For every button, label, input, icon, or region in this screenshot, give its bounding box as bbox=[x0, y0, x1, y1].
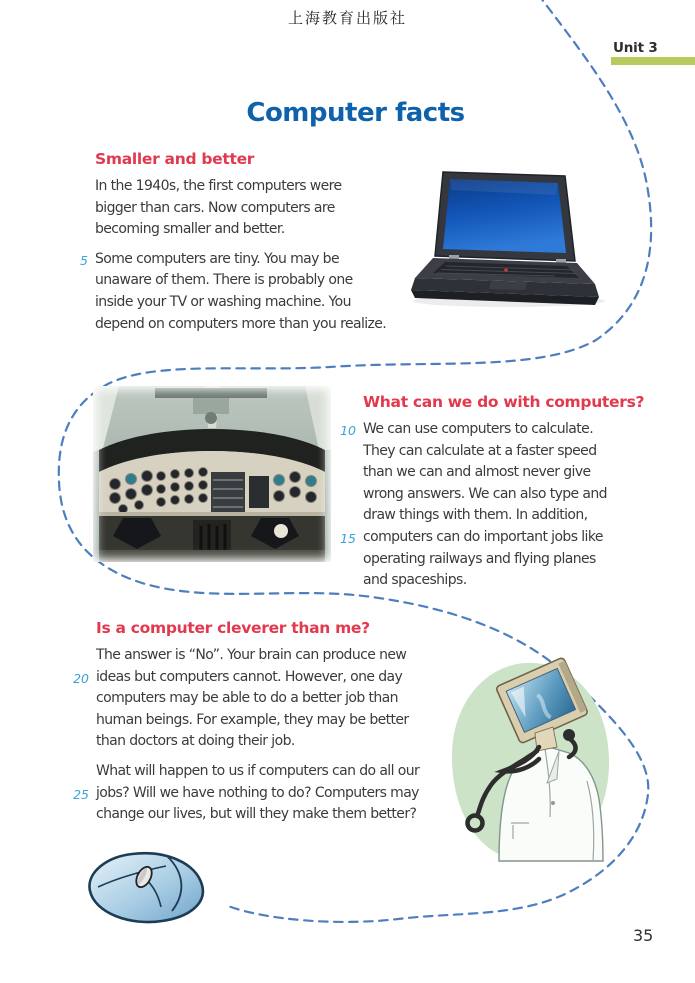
text-line-content: jobs? Will we have nothing to do? Computers may bbox=[96, 784, 419, 801]
section-heading: Is a computer cleverer than me? bbox=[96, 619, 370, 637]
text-line-content: operating railways and flying planes bbox=[363, 550, 596, 567]
line-number: 20 bbox=[73, 670, 89, 686]
section-heading: Smaller and better bbox=[95, 150, 255, 168]
text-line bbox=[95, 219, 395, 241]
text-line-content: than doctors at doing their job. bbox=[96, 733, 295, 750]
text-line-content: What will happen to us if computers can do all our bbox=[96, 762, 420, 779]
text-line bbox=[96, 804, 481, 826]
line-number: 25 bbox=[73, 786, 89, 802]
page-title: Computer facts bbox=[246, 98, 465, 128]
section-heading: What can we do with computers? bbox=[363, 393, 645, 411]
text-line bbox=[73, 783, 481, 805]
text-line bbox=[363, 484, 688, 506]
text-line bbox=[340, 527, 688, 549]
line-number: 5 bbox=[80, 252, 88, 268]
section-smaller-and-better bbox=[80, 150, 395, 335]
text-line-content: computers may be able to do a better job than bbox=[96, 690, 398, 707]
page-number: 35 bbox=[633, 926, 654, 945]
unit-label: Unit 3 bbox=[613, 40, 658, 56]
text-line bbox=[95, 270, 395, 292]
text-line bbox=[363, 462, 688, 484]
text-line-content: and spaceships. bbox=[363, 572, 467, 589]
text-line-content: becoming smaller and better. bbox=[95, 221, 285, 238]
text-line bbox=[363, 570, 688, 592]
text-line bbox=[95, 198, 395, 220]
text-line bbox=[95, 176, 395, 198]
publisher-header: 上海教育出版社 bbox=[287, 9, 407, 27]
computer-headed-doctor-illustration bbox=[447, 653, 622, 868]
text-line-content: computers can do important jobs like bbox=[363, 528, 603, 545]
text-line bbox=[96, 645, 481, 667]
unit-underline-bar bbox=[611, 57, 695, 65]
text-line bbox=[363, 549, 688, 571]
text-line-content: depend on computers more than you realize. bbox=[95, 315, 387, 332]
text-line bbox=[96, 710, 481, 732]
section-what-can-we-do bbox=[340, 393, 688, 592]
section-is-computer-cleverer bbox=[73, 619, 481, 826]
text-line-content: We can use computers to calculate. bbox=[363, 421, 594, 437]
text-line-content: bigger than cars. Now computers are bbox=[95, 199, 335, 216]
text-line bbox=[95, 292, 395, 314]
text-line bbox=[96, 731, 481, 753]
text-line bbox=[363, 505, 688, 527]
text-line bbox=[80, 249, 395, 271]
text-line bbox=[73, 667, 481, 689]
text-line-content: In the 1940s, the first computers were bbox=[95, 178, 342, 194]
text-line-content: The answer is “No”. Your brain can produce new bbox=[96, 647, 407, 663]
text-line-content: change our lives, but will they make them better? bbox=[96, 806, 417, 823]
text-line-content: inside your TV or washing machine. You bbox=[95, 293, 351, 310]
text-line-content: wrong answers. We can also type and bbox=[363, 485, 607, 502]
computer-mouse-illustration bbox=[76, 845, 241, 925]
text-line-content: Some computers are tiny. You may be bbox=[95, 250, 339, 267]
text-line-content: unaware of them. There is probably one bbox=[95, 272, 353, 289]
text-line bbox=[363, 441, 688, 463]
text-line-content: draw things with them. In addition, bbox=[363, 507, 588, 524]
text-line bbox=[96, 688, 481, 710]
line-number: 10 bbox=[340, 423, 356, 438]
text-line bbox=[96, 761, 481, 783]
text-line bbox=[95, 314, 395, 336]
text-line bbox=[340, 419, 688, 441]
text-line-content: than we can and almost never give bbox=[363, 464, 591, 481]
text-line-content: human beings. For example, they may be better bbox=[96, 711, 409, 728]
line-number: 15 bbox=[340, 530, 356, 546]
text-line-content: ideas but computers cannot. However, one day bbox=[96, 668, 403, 685]
laptop-photo bbox=[405, 166, 617, 311]
airplane-cockpit-photo bbox=[93, 386, 331, 562]
text-line-content: They can calculate at a faster speed bbox=[363, 442, 597, 459]
